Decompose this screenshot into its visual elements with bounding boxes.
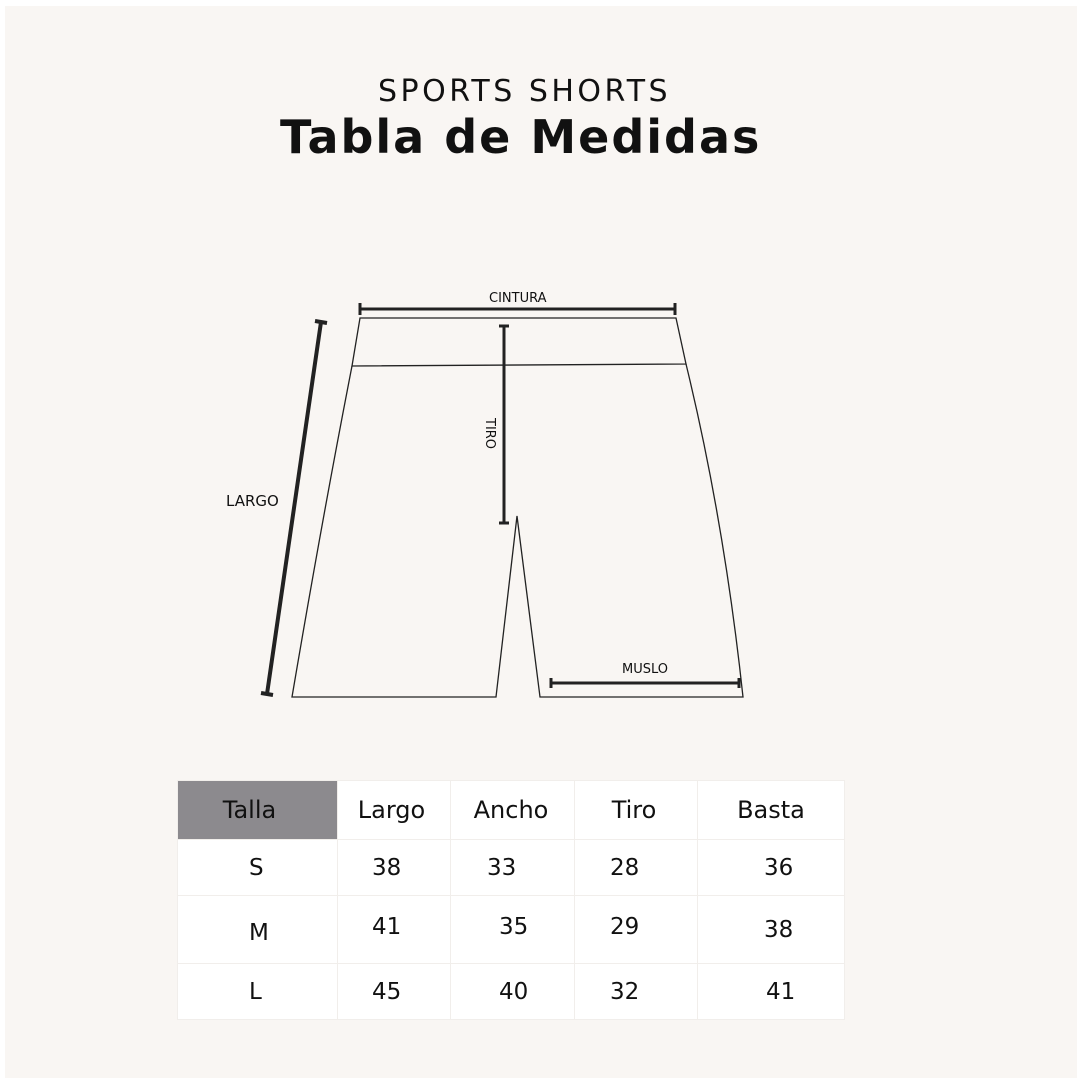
table-header-row xyxy=(178,781,845,840)
size-cell: L xyxy=(178,964,338,1020)
table-row xyxy=(178,964,845,1020)
header-cell-size xyxy=(178,781,338,840)
size-cell: M xyxy=(178,896,338,964)
length-label: LARGO xyxy=(226,492,279,510)
table-row xyxy=(178,840,845,896)
page-title: Tabla de Medidas xyxy=(280,110,762,164)
rise-cell: 28 xyxy=(575,840,698,896)
size-cell: S xyxy=(178,840,338,896)
header-cell-width xyxy=(451,781,575,840)
header-cell-hem xyxy=(698,781,845,840)
header-label-length: Largo xyxy=(357,796,426,824)
hem-cell: 38 xyxy=(698,896,845,964)
length-cell: 41 xyxy=(338,896,451,964)
length-cell: 38 xyxy=(338,840,451,896)
waist-label: CINTURA xyxy=(489,291,547,306)
header-label-hem: Basta xyxy=(737,796,805,824)
thigh-measure-line xyxy=(551,678,739,688)
width-cell: 40 xyxy=(451,964,575,1020)
rise-label: TIRO xyxy=(482,418,497,450)
rise-measure-line xyxy=(499,326,509,523)
header-cell-length xyxy=(338,781,451,840)
rise-cell: 32 xyxy=(575,964,698,1020)
header-label-size: Talla xyxy=(222,796,277,824)
size-table xyxy=(177,780,845,1020)
hem-cell: 41 xyxy=(698,964,845,1020)
header-label-width: Ancho xyxy=(473,796,549,824)
header-cell-rise xyxy=(575,781,698,840)
length-cell: 45 xyxy=(338,964,451,1020)
shorts-outline xyxy=(352,318,686,366)
hem-cell: 36 xyxy=(698,840,845,896)
rise-cell: 29 xyxy=(575,896,698,964)
shorts-legs-outline xyxy=(292,364,743,697)
thigh-label: MUSLO xyxy=(622,662,668,677)
header-label-rise: Tiro xyxy=(611,796,657,824)
table-row xyxy=(178,896,845,964)
product-subtitle: SPORTS SHORTS xyxy=(378,74,672,109)
width-cell: 35 xyxy=(451,896,575,964)
width-cell: 33 xyxy=(451,840,575,896)
